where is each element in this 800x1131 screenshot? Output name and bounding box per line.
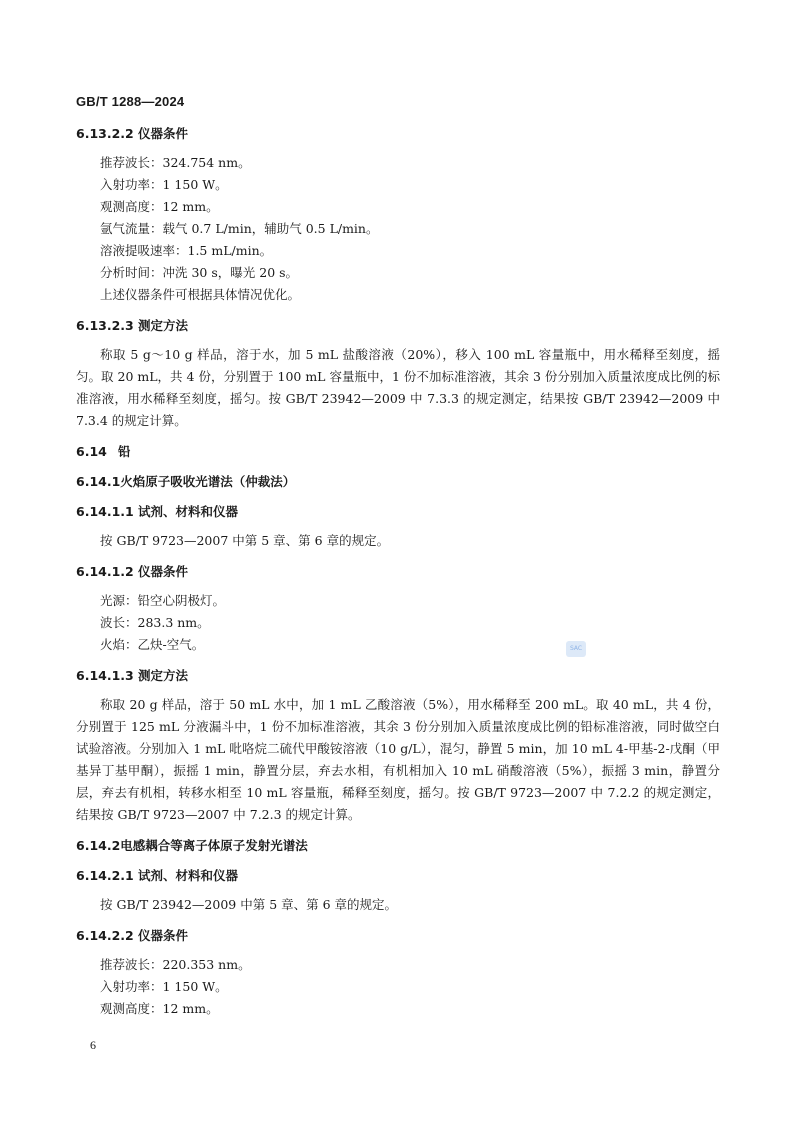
instrument-conditions-list xyxy=(100,954,720,1020)
condition-line: 火焰：乙炔-空气。 xyxy=(100,637,205,652)
section-number: 6.14.2.1 xyxy=(76,868,134,883)
section-heading-6-13-2-2 xyxy=(76,124,720,144)
section-number: 6.14.1.1 xyxy=(76,504,134,519)
section-heading-6-14-1 xyxy=(76,472,720,492)
condition-line: 光源：铅空心阴极灯。 xyxy=(100,593,226,608)
section-title: 铅 xyxy=(118,444,131,459)
condition-line: 推荐波长：324.754 nm。 xyxy=(100,155,251,170)
watermark-logo: SAC xyxy=(566,641,586,657)
section-number: 6.14.1.2 xyxy=(76,564,134,579)
page-number: 6 xyxy=(90,1038,96,1052)
section-heading-6-14-2 xyxy=(76,836,720,856)
section-heading-6-14-1-2 xyxy=(76,562,720,582)
section-title: 测定方法 xyxy=(138,668,189,683)
procedure-paragraph: 称取 20 g 样品，溶于 50 mL 水中，加 1 mL 乙酸溶液（5%），用水稀释至 200 mL。取 40 mL，共 4 份，分别置于 125 mL 分液漏斗中，1 份不加标准溶液，其余 3 份分别加入质量浓度成比例的铅标准溶液，同时做空白试验溶液。分别加入 1 mL 吡咯烷二硫代甲酸铵溶液（10 g/L），混匀，静置 5 min，加 10 mL 4-甲基-2-戊酮（甲基异丁基甲酮），振摇 1 min，静置分层，弃去水相，有机相加入 10 mL 硝酸溶液（5%），振摇 3 min，静置分层，弃去有机相，转移水相至 10 mL 容量瓶，稀释至刻度，摇匀。按 GB/T 9723—2007 中 7.2.2 的规定测定，结果按 GB/T 9723—2007 中 7.2.3 的规定计算。 xyxy=(76,697,720,822)
condition-line: 观测高度：12 mm。 xyxy=(100,199,219,214)
condition-line: 观测高度：12 mm。 xyxy=(100,1001,219,1016)
section-heading-6-14-2-2 xyxy=(76,926,720,946)
section-heading-6-14 xyxy=(76,442,720,462)
section-heading-6-14-2-1 xyxy=(76,866,720,886)
document-body xyxy=(76,124,720,1020)
instrument-conditions-list xyxy=(100,590,720,656)
section-title: 仪器条件 xyxy=(138,928,189,943)
section-number: 6.13.2.2 xyxy=(76,126,134,141)
section-title: 测定方法 xyxy=(138,318,189,333)
section-heading-6-14-1-3 xyxy=(76,666,720,686)
condition-line: 推荐波长：220.353 nm。 xyxy=(100,957,251,972)
condition-line: 分析时间：冲洗 30 s，曝光 20 s。 xyxy=(100,265,299,280)
condition-line: 入射功率：1 150 W。 xyxy=(100,177,228,192)
section-title: 试剂、材料和仪器 xyxy=(138,868,239,883)
section-title: 试剂、材料和仪器 xyxy=(138,504,239,519)
section-title: 火焰原子吸收光谱法（仲裁法） xyxy=(120,474,296,489)
standard-code-header: GB/T 1288—2024 xyxy=(76,94,185,109)
reference-paragraph: 按 GB/T 9723—2007 中第 5 章、第 6 章的规定。 xyxy=(100,533,390,548)
section-number: 6.14.1 xyxy=(76,474,121,489)
section-number: 6.14.1.3 xyxy=(76,668,134,683)
instrument-conditions-list xyxy=(100,152,720,306)
procedure-paragraph: 称取 5 g～10 g 样品，溶于水，加 5 mL 盐酸溶液（20%），移入 100 mL 容量瓶中，用水稀释至刻度，摇匀。取 20 mL，共 4 份，分别置于 100 mL 容量瓶中，1 份不加标准溶液，其余 3 份分别加入质量浓度成比例的标准溶液，用水稀释至刻度，摇匀。按 GB/T 23942—2009 中 7.3.3 的规定测定，结果按 GB/T 23942—2009 中 7.3.4 的规定计算。 xyxy=(76,347,720,428)
condition-line: 波长：283.3 nm。 xyxy=(100,615,210,630)
section-title: 仪器条件 xyxy=(138,564,189,579)
section-number: 6.13.2.3 xyxy=(76,318,134,333)
condition-line: 上述仪器条件可根据具体情况优化。 xyxy=(100,287,301,302)
section-heading-6-13-2-3 xyxy=(76,316,720,336)
section-title: 电感耦合等离子体原子发射光谱法 xyxy=(120,838,308,853)
section-number: 6.14.2.2 xyxy=(76,928,134,943)
condition-line: 入射功率：1 150 W。 xyxy=(100,979,228,994)
section-number: 6.14 xyxy=(76,444,107,459)
reference-paragraph: 按 GB/T 23942—2009 中第 5 章、第 6 章的规定。 xyxy=(100,897,398,912)
condition-line: 氩气流量：载气 0.7 L/min，辅助气 0.5 L/min。 xyxy=(100,221,379,236)
section-heading-6-14-1-1 xyxy=(76,502,720,522)
section-number: 6.14.2 xyxy=(76,838,121,853)
section-title: 仪器条件 xyxy=(138,126,189,141)
condition-line: 溶液提吸速率：1.5 mL/min。 xyxy=(100,243,273,258)
